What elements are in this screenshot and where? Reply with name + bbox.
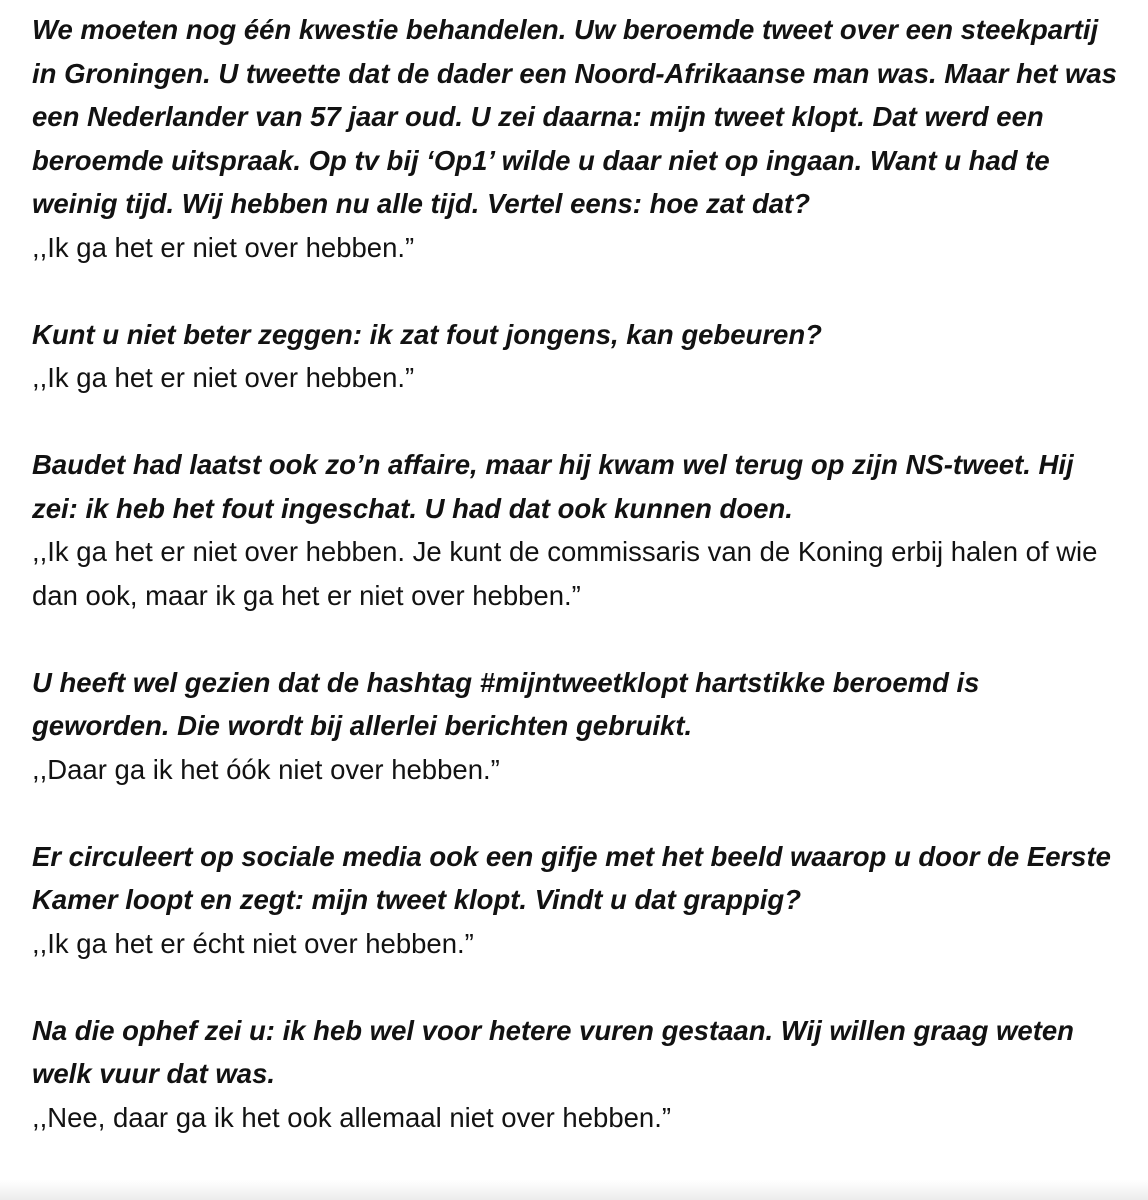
interview-question: Na die ophef zei u: ik heb wel voor hetere vuren gestaan. Wij willen graag weten welk vuur dat was.: [32, 1014, 1074, 1089]
interview-question: Kunt u niet beter zeggen: ik zat fout jongens, kan gebeuren?: [32, 318, 822, 350]
interview-answer: ,,Ik ga het er niet over hebben.”: [32, 362, 415, 393]
interview-answer: ,,Ik ga het er niet over hebben.”: [32, 231, 415, 263]
qa-block: [32, 443, 1122, 617]
interview-question: We moeten nog één kwestie behandelen. Uw beroemde tweet over een steekpartij in Groningen. U tweette dat de dader een Noord-Afrikaanse man was. Maar het was een Nederlander van 57 jaar oud. U zei daarna: mijn tweet klopt. Dat werd een beroemde uitspraak. Op tv bij ‘Op1’ wilde u daar niet op ingaan. Want u had te weinig tijd. Wij hebben nu alle tijd. Vertel eens: hoe zat dat?: [32, 14, 1117, 219]
interview-question: Baudet had laatst ook zo’n affaire, maar hij kwam wel terug op zijn NS-tweet. Hij zei: ik heb het fout ingeschat. U had dat ook kunnen doen.: [32, 449, 1074, 524]
qa-block: [32, 313, 1122, 400]
article-body: [32, 8, 1122, 1139]
interview-answer: ,,Nee, daar ga ik het ook allemaal niet over hebben.”: [32, 1101, 671, 1133]
interview-question: U heeft wel gezien dat de hashtag #mijntweetklopt hartstikke beroemd is geworden. Die wordt bij allerlei berichten gebruikt.: [32, 666, 980, 741]
qa-block: [32, 8, 1122, 269]
interview-answer: ,,Ik ga het er écht niet over hebben.”: [32, 927, 474, 959]
qa-block: [32, 1009, 1122, 1140]
interview-answer: ,,Daar ga ik het óók niet over hebben.”: [32, 753, 500, 785]
qa-block: [32, 661, 1122, 792]
interview-question: Er circuleert op sociale media ook een gifje met het beeld waarop u door de Eerste Kamer loopt en zegt: mijn tweet klopt. Vindt u dat grappig?: [32, 840, 1111, 915]
qa-block: [32, 835, 1122, 966]
interview-answer: ,,Ik ga het er niet over hebben. Je kunt de commissaris van de Koning erbij halen of wie dan ook, maar ik ga het er niet over hebben.”: [32, 536, 1098, 611]
